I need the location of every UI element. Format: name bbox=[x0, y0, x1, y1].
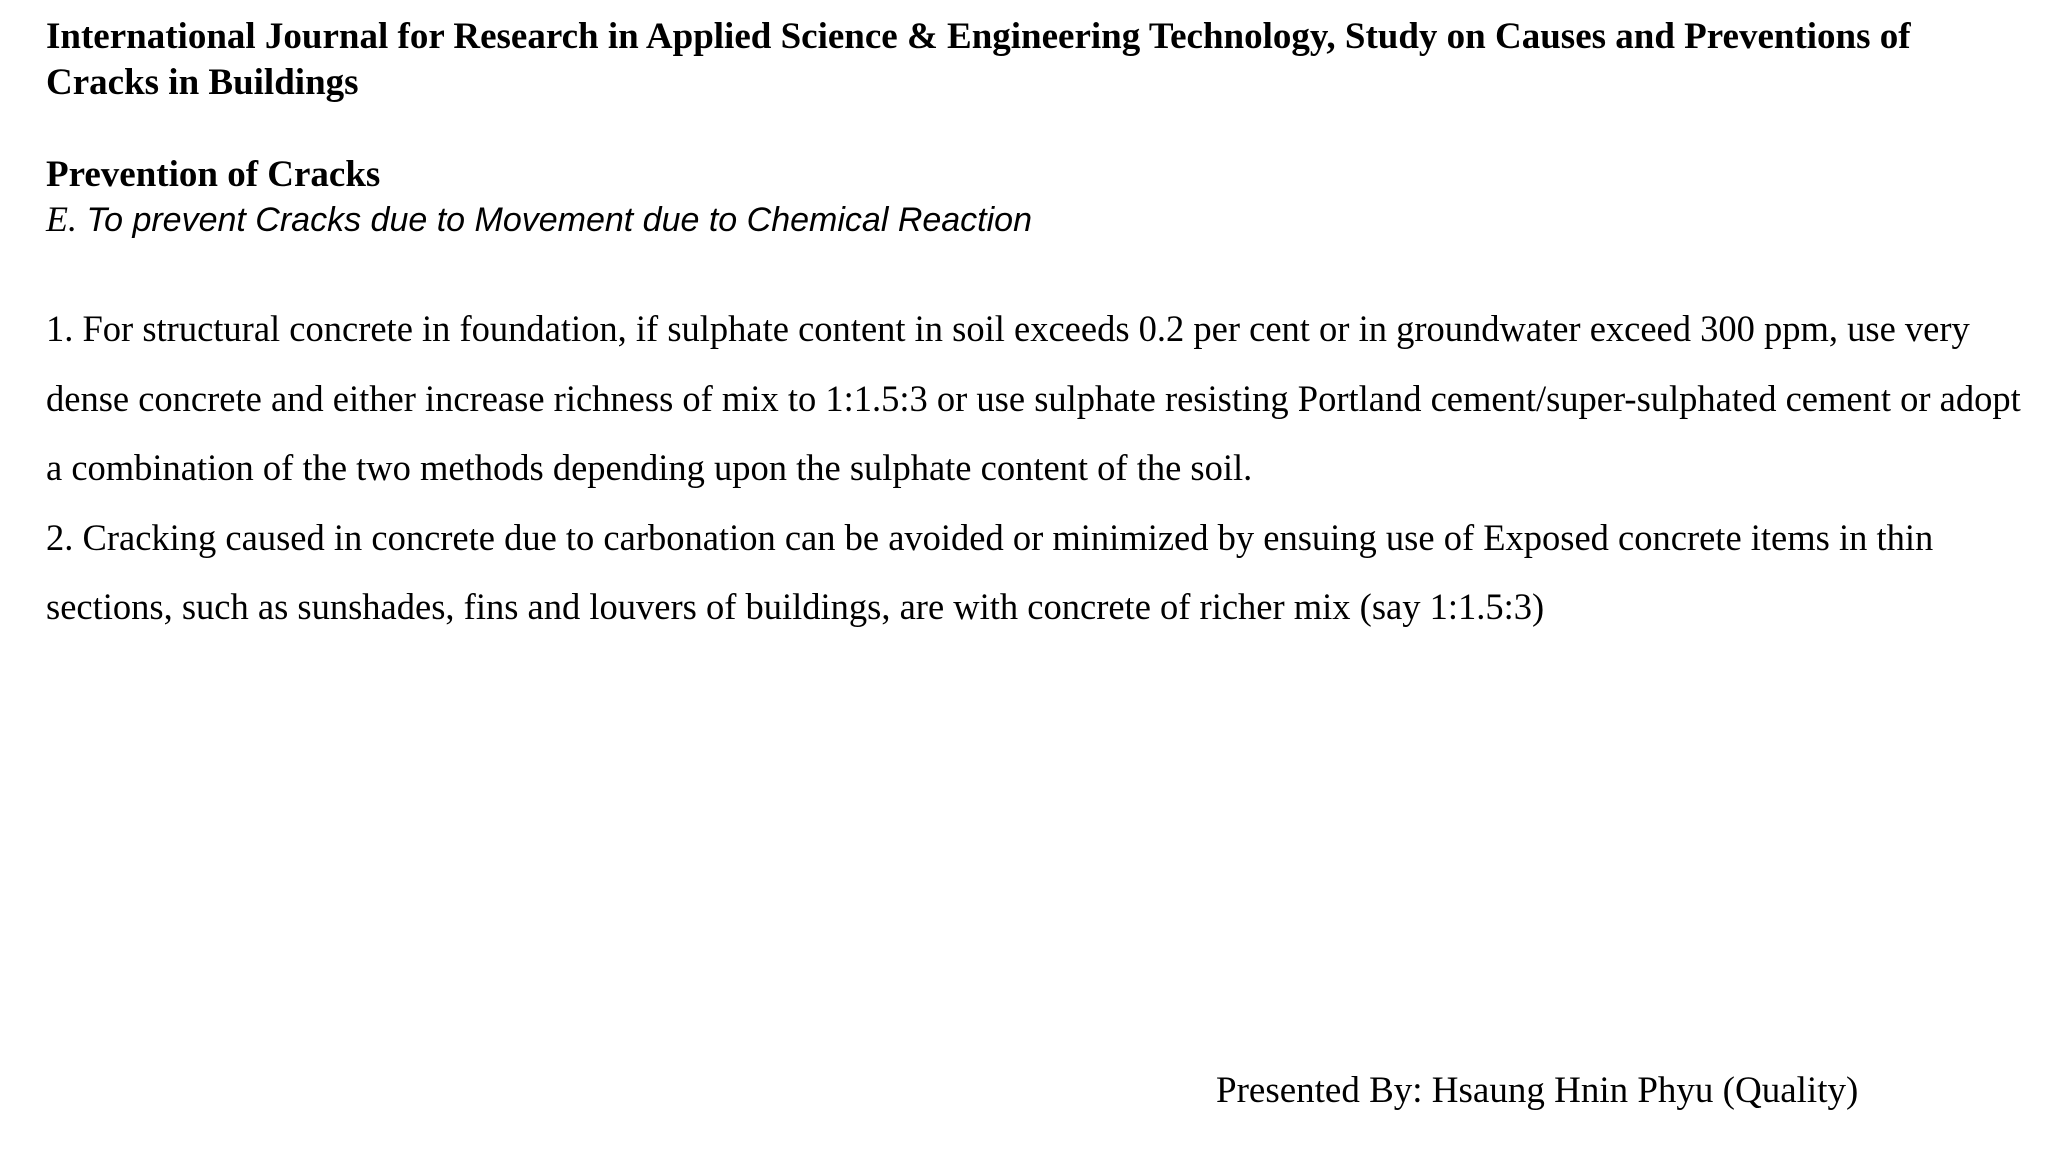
subheading-text: To prevent Cracks due to Movement due to Chemical Reaction bbox=[77, 201, 1033, 239]
subheading-letter: E. bbox=[46, 199, 77, 239]
point-1: 1. For structural concrete in foundation, if sulphate content in soil exceeds 0.2 per cent or in groundwater exceed 300 ppm, use very dense concrete and either increase richness of mix to 1:1.5:3 or use sulphate resisting Portland cement/super-sulphated cement or adopt a combination of the two methods depending upon the sulphate content of the soil. bbox=[46, 308, 2021, 488]
body-text bbox=[46, 294, 2036, 642]
presenter-credit: Presented By: Hsaung Hnin Phyu (Quality) bbox=[1216, 1070, 1859, 1111]
point-2: 2. Cracking caused in concrete due to carbonation can be avoided or minimized by ensuing use of Exposed concrete items in thin sections, such as sunshades, fins and louvers of buildings, are with concrete of richer mix (say 1:1.5:3) bbox=[46, 516, 1934, 627]
subheading bbox=[46, 196, 1032, 243]
section-heading: Prevention of Cracks bbox=[46, 154, 381, 195]
slide-title: International Journal for Research in Applied Science & Engineering Technology, Study on Causes and Preventions of Cracks in Buildings bbox=[46, 16, 1911, 103]
